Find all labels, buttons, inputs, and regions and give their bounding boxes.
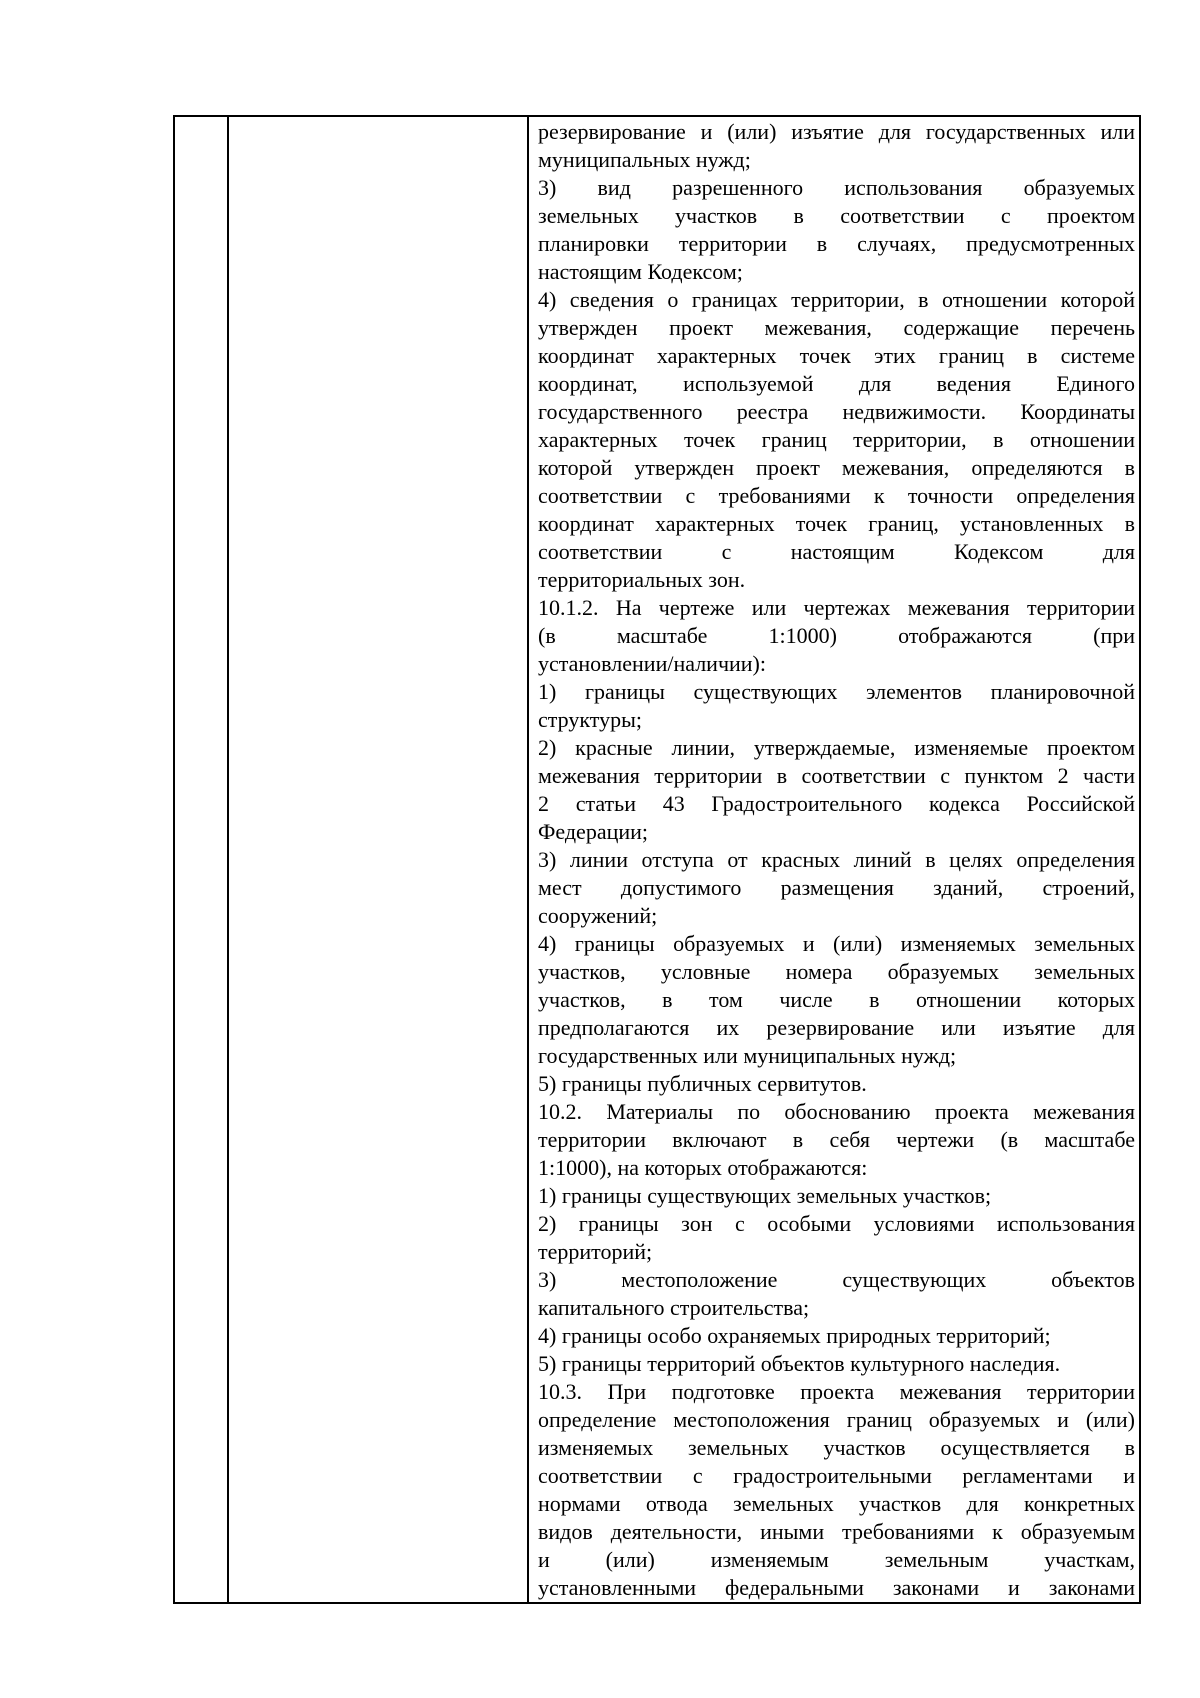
- document-table: [173, 115, 1141, 1604]
- content-line: 3) линии отступа от красных линий в целях определения: [538, 847, 1135, 872]
- content-line: территориальных зон.: [538, 567, 746, 592]
- content-line: резервирование и (или) изъятие для государственных или: [538, 119, 1135, 144]
- content-line: 1:1000), на которых отображаются:: [538, 1155, 868, 1180]
- content-line: земельных участков в соответствии с проектом: [538, 203, 1135, 228]
- content-line: 4) границы особо охраняемых природных территорий;: [538, 1323, 1051, 1348]
- content-line: 5) границы территорий объектов культурного наследия.: [538, 1351, 1061, 1376]
- number-cell: [174, 116, 228, 1603]
- content-line: которой утвержден проект межевания, определяются в: [538, 455, 1135, 480]
- content-line: соответствии с требованиями к точности определения: [538, 483, 1135, 508]
- content-line: Федерации;: [538, 819, 649, 844]
- content-line: 4) сведения о границах территории, в отношении которой: [538, 287, 1135, 312]
- content-line: 10.1.2. На чертеже или чертежах межевания территории: [538, 595, 1135, 620]
- content-line: установленными федеральными законами и законами: [538, 1575, 1135, 1600]
- content-line: характерных точек границ территории, в отношении: [538, 427, 1135, 452]
- content-line: (в масштабе 1:1000) отображаются (при: [538, 623, 1135, 648]
- content-line: нормами отвода земельных участков для конкретных: [538, 1491, 1135, 1516]
- content-line: территории включают в себя чертежи (в масштабе: [538, 1127, 1135, 1152]
- content-line: координат характерных точек границ, установленных в: [538, 511, 1135, 536]
- table-body: [174, 116, 1140, 1603]
- content-line: 1) границы существующих земельных участков;: [538, 1183, 992, 1208]
- content-line: соответствии с градостроительными регламентами и: [538, 1463, 1135, 1488]
- content-line: определение местоположения границ образуемых и (или): [538, 1407, 1135, 1432]
- content-line: участков, в том числе в отношении которых: [538, 987, 1135, 1012]
- content-line: 10.3. При подготовке проекта межевания территории: [538, 1379, 1135, 1404]
- content-line: соответствии с настоящим Кодексом для: [538, 539, 1135, 564]
- content-line: государственных или муниципальных нужд;: [538, 1043, 957, 1068]
- content-line: 1) границы существующих элементов планировочной: [538, 679, 1135, 704]
- content-line: 3) местоположение существующих объектов: [538, 1267, 1135, 1292]
- content-line: планировки территории в случаях, предусмотренных: [538, 231, 1135, 256]
- content-line: структуры;: [538, 707, 642, 732]
- table-row: [174, 116, 1140, 1603]
- content-line: и (или) изменяемым земельным участкам,: [538, 1547, 1135, 1572]
- content-line: установлении/наличии):: [538, 651, 766, 676]
- content-line: 2 статьи 43 Градостроительного кодекса Российской: [538, 791, 1135, 816]
- content-line: муниципальных нужд;: [538, 147, 751, 172]
- content-line: координат характерных точек этих границ в системе: [538, 343, 1135, 368]
- name-cell: [228, 116, 528, 1603]
- content-line: государственного реестра недвижимости. Координаты: [538, 399, 1135, 424]
- content-line: участков, условные номера образуемых земельных: [538, 959, 1135, 984]
- content-line: 2) красные линии, утверждаемые, изменяемые проектом: [538, 735, 1135, 760]
- content-line: сооружений;: [538, 903, 658, 928]
- content-line: настоящим Кодексом;: [538, 259, 743, 284]
- content-line: утвержден проект межевания, содержащие перечень: [538, 315, 1135, 340]
- content-line: 2) границы зон с особыми условиями использования: [538, 1211, 1135, 1236]
- content-line: капитального строительства;: [538, 1295, 810, 1320]
- content-line: 3) вид разрешенного использования образуемых: [538, 175, 1135, 200]
- content-line: межевания территории в соответствии с пунктом 2 части: [538, 763, 1135, 788]
- content-line: мест допустимого размещения зданий, строений,: [538, 875, 1135, 900]
- content-line: предполагаются их резервирование или изъятие для: [538, 1015, 1135, 1040]
- content-line: 5) границы публичных сервитутов.: [538, 1071, 867, 1096]
- content-line: координат, используемой для ведения Единого: [538, 371, 1135, 396]
- content-line: 10.2. Материалы по обоснованию проекта межевания: [538, 1099, 1135, 1124]
- content-line: видов деятельности, иными требованиями к образуемым: [538, 1519, 1135, 1544]
- content-line: 4) границы образуемых и (или) изменяемых земельных: [538, 931, 1135, 956]
- content-line: изменяемых земельных участков осуществляется в: [538, 1435, 1135, 1460]
- content-cell: [528, 116, 1140, 1603]
- content-line: территорий;: [538, 1239, 653, 1264]
